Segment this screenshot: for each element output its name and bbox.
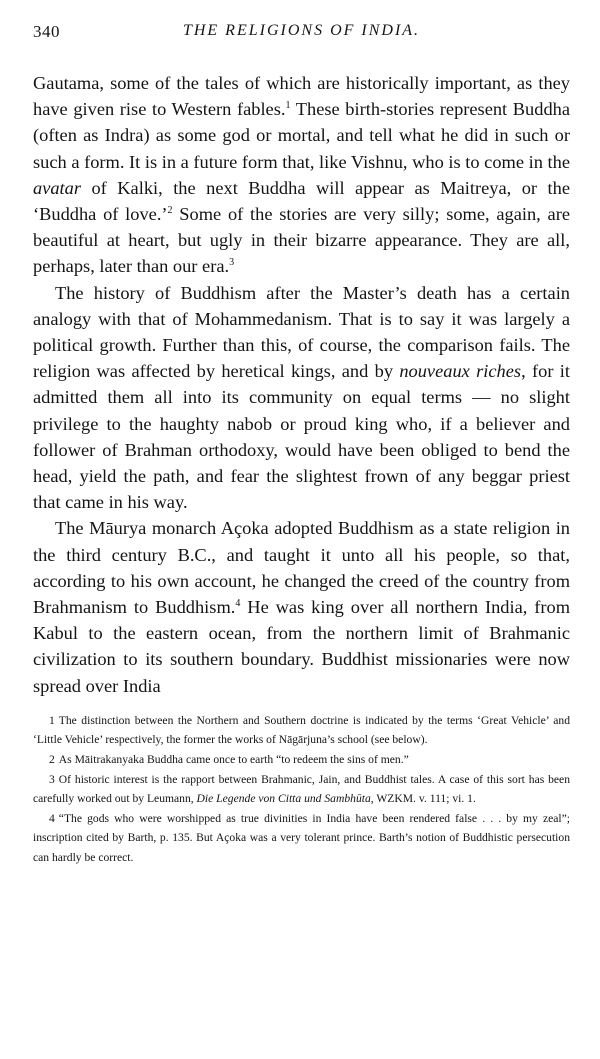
- italic-term: nouveaux riches: [399, 361, 522, 382]
- paragraph: [33, 70, 570, 280]
- italic-term: avatar: [33, 177, 82, 198]
- text-run: The Māurya monarch Açoka adopted Buddhism as a state religion in the third century B.C., and taught it unto all his people, so that, according to his own account, he changed the creed of the country from Brahmanism to Buddhism.: [33, 518, 570, 618]
- footnote-ref: 4: [235, 598, 241, 610]
- footnote: [33, 809, 570, 868]
- text-run: Some of the stories are very silly; some, again, are beautiful at heart, but ugly in their bizarre appearance. They are all, perhaps, later than our era.: [33, 204, 570, 277]
- text-run: Gautama, some of the tales of which are historically important, as they have given rise to Western fables.: [33, 73, 570, 120]
- paragraph: [33, 280, 570, 516]
- footnote: [33, 770, 570, 809]
- footnote-ref: 2: [167, 205, 173, 217]
- text-run: , for it admitted them all into its community on equal terms — no slight privilege to the haughty nabob or proud king who, if a believer and follower of Brahman orthodoxy, would have been obliged to bend the head, yield the path, and fear the slightest frown of any beggar priest that came in his way.: [33, 361, 570, 513]
- text-run: As Māitrakanyaka Buddha came once to earth “to redeem the sins of men.”: [58, 753, 409, 767]
- italic-term: Die Legende von Citta und Sambhūta: [196, 792, 371, 806]
- text-run: He was king over all northern India, from Kabul to the eastern ocean, from the northern limit of Brahmanic civilization to its southern boundary. Buddhist missionaries were now spread over India: [33, 597, 570, 696]
- footnote-mark: 2: [49, 753, 55, 767]
- page-header: [33, 22, 570, 48]
- text-run: These birth-stories represent Buddha (often as Indra) as some god or mortal, and tell what he did in such or such a form. It is in a future form that, like Vishnu, who is to come in the: [33, 99, 570, 172]
- footnotes: [33, 711, 570, 868]
- text-run: Of historic interest is the rapport between Brahmanic, Jain, and Buddhist tales. A case of this sort has been carefully worked out by Leumann,: [33, 772, 570, 806]
- page: [33, 22, 570, 868]
- text-run: The distinction between the Northern and Southern doctrine is indicated by the terms ‘Great Vehicle’ and ‘Little Vehicle’ respectively, the former the works of Nāgārjuna’s school (see below).: [33, 713, 570, 747]
- paragraph: [33, 515, 570, 698]
- footnote: [33, 750, 570, 770]
- text-run: The history of Buddhism after the Master’s death has a certain analogy with that of Mohammedanism. That is to say it was largely a political growth. Further than this, of course, the comparison fails. The religion was affected by heretical kings, and by: [33, 282, 570, 382]
- text-run: of Kalki, the next Buddha will appear as Maitreya, or the ‘Buddha of love.’: [33, 177, 570, 225]
- footnote-mark: 3: [49, 772, 55, 786]
- footnote: [33, 711, 570, 750]
- page-number: 340: [33, 22, 60, 41]
- text-run: “The gods who were worshipped as true divinities in India have been rendered false . . . by my zeal”; inscription cited by Barth, p. 135. But Açoka was a very tolerant prince. Barth’s notion of Buddhistic persecution can hardly be correct.: [33, 811, 570, 865]
- body-text: [33, 70, 570, 699]
- footnote-mark: 1: [49, 713, 55, 727]
- footnote-ref: 3: [229, 257, 235, 269]
- text-run: , WZKM. v. 111; vi. 1.: [370, 792, 476, 806]
- running-title: THE RELIGIONS OF INDIA.: [182, 22, 421, 39]
- footnote-mark: 4: [49, 811, 55, 825]
- footnote-ref: 1: [285, 100, 291, 112]
